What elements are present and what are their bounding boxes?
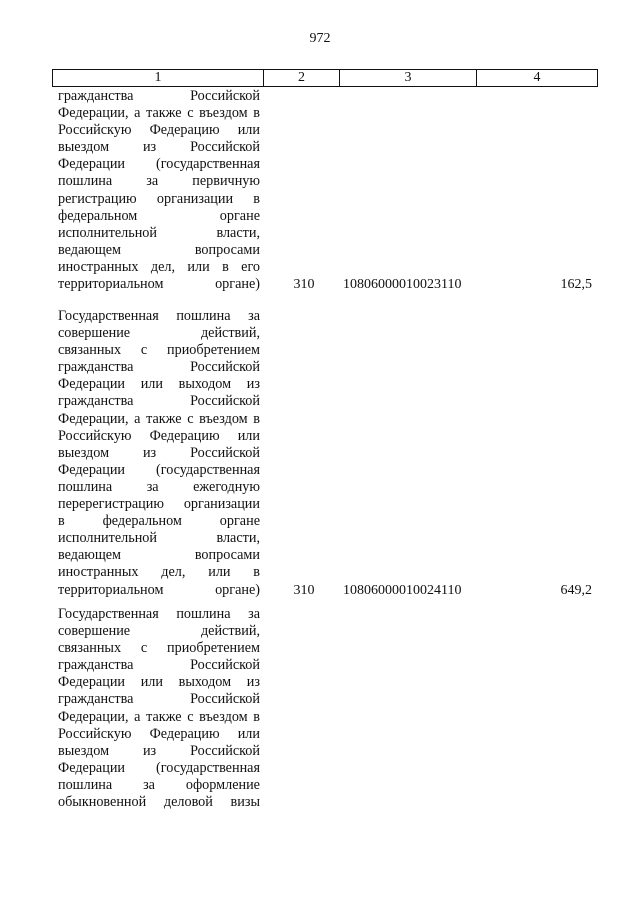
description-line: Федерации или выходом из [58,674,260,691]
description-line: ведающем вопросами [58,547,260,564]
header-col-1: 1 [53,70,264,86]
description-line: Федерации (государственная [58,759,260,776]
description-line: территориальном органе) [58,276,260,293]
description-line: территориальном органе) [58,581,260,598]
description-line: выездом из Российской [58,444,260,461]
description-line: гражданства Российской [58,359,260,376]
description-line: пошлина за ежегодную [58,478,260,495]
row-col-3: 10806000010023110 [343,277,462,293]
description-line: Государственная пошлина за [58,308,260,324]
description-line: Федерации, а также с въездом в [58,708,260,725]
description-line: иностранных дел, или в [58,564,260,581]
header-col-3: 3 [340,70,477,86]
page-number: 972 [309,31,331,46]
description-line: пошлина за оформление [58,776,260,793]
header-col-2: 2 [264,70,340,86]
description-line: связанных с приобретением [58,342,260,359]
description-line: в федеральном органе [58,513,260,530]
description-line: Федерации, а также с въездом в [58,105,260,122]
row-col-2: 310 [293,582,315,598]
description-line: Федерации или выходом из [58,376,260,393]
header-col-4: 4 [533,70,541,85]
description-line: регистрацию организации в [58,190,260,207]
description-line: обыкновенной деловой визы [58,794,260,811]
row-description [58,606,260,811]
description-line: Государственная пошлина за [58,606,260,622]
description-line: выездом из Российской [58,742,260,759]
table-header [52,69,598,87]
description-line: Российскую Федерацию или [58,725,260,742]
description-line: ведающем вопросами [58,241,260,258]
description-line: федеральном органе [58,207,260,224]
description-line: совершение действий, [58,325,260,342]
row-description [58,88,260,293]
description-line: Российскую Федерацию или [58,427,260,444]
description-line: гражданства Российской [58,657,260,674]
description-line: гражданства Российской [58,691,260,708]
description-line: Федерации (государственная [58,156,260,173]
description-line: пошлина за первичную [58,173,260,190]
description-line: Федерации, а также с въездом в [58,410,260,427]
row-col-4: 162,5 [560,277,592,293]
description-line: гражданства Российской [58,88,260,104]
description-line: выездом из Российской [58,139,260,156]
description-line: исполнительной власти, [58,224,260,241]
description-line: Федерации (государственная [58,461,260,478]
row-col-3: 10806000010024110 [343,582,462,598]
description-line: гражданства Российской [58,393,260,410]
row-col-2: 310 [293,277,315,293]
description-line: исполнительной власти, [58,530,260,547]
description-line: иностранных дел, или в его [58,258,260,275]
description-line: связанных с приобретением [58,640,260,657]
row-description [58,308,260,599]
row-col-4: 649,2 [560,582,592,598]
description-line: Российскую Федерацию или [58,122,260,139]
description-line: перерегистрацию организации [58,496,260,513]
description-line: совершение действий, [58,623,260,640]
